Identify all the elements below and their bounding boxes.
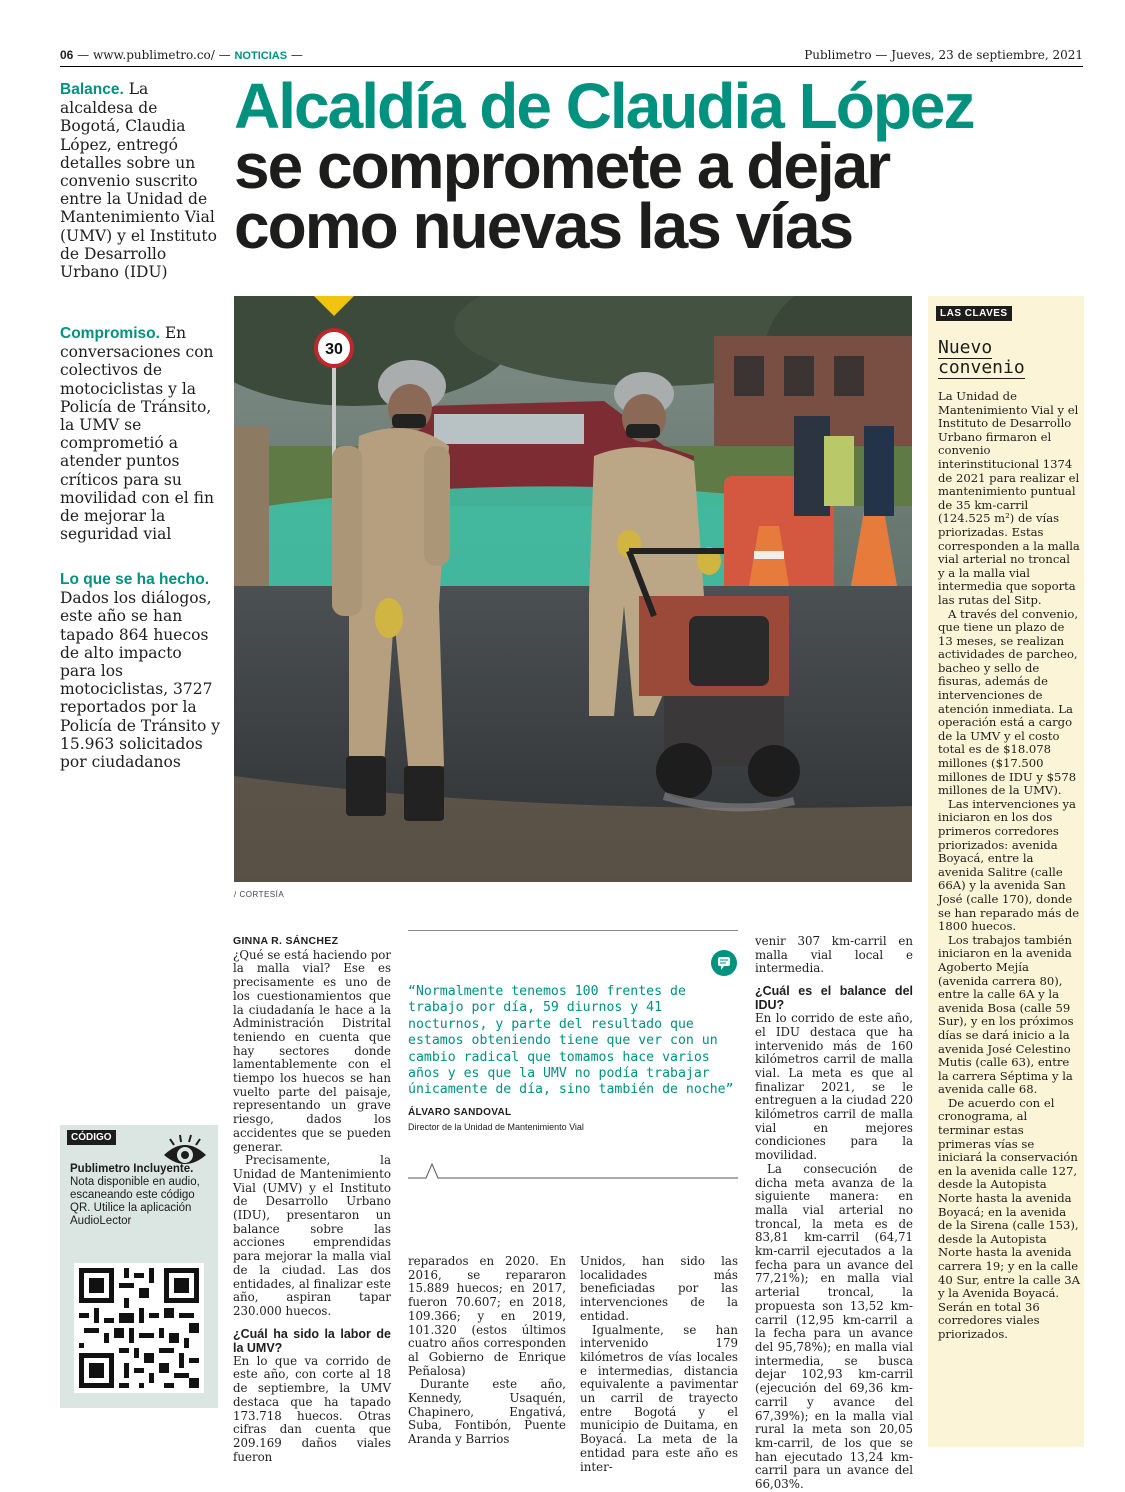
page-number: 06 <box>60 48 74 62</box>
note-compromiso <box>60 324 220 543</box>
note-keyword: Balance. <box>60 81 124 98</box>
sidebar-body <box>938 390 1080 1342</box>
comment-bubble-icon <box>711 950 737 976</box>
note-text: Dados los diálogos, este año se han tapado 864 huecos de alto impacto para los motociclistas, 3727 reportados por la Policía de Tránsito y 15.963 solicitados por ciudadanos <box>60 589 221 772</box>
quote-bottom-rule <box>408 1160 738 1184</box>
code-text: Nota disponible en audio, escaneando este código QR. Utilice la aplicación AudioLector <box>70 1176 200 1227</box>
qr-code[interactable] <box>74 1263 204 1393</box>
sidebar-title <box>938 338 1078 378</box>
quote-top-rule <box>408 930 738 931</box>
code-description <box>70 1163 210 1228</box>
headline-line-1: Alcaldía de Claudia López <box>234 70 974 142</box>
headline <box>234 70 1094 262</box>
sidebar-paragraph: Las intervenciones ya iniciaron en los dos primeros corredores priorizados: avenida Boyacá, entre la avenida Salitre (calle 66A) y la avenida San José (calle 170), donde se han reparado más de 1800 huecos. <box>938 796 1080 934</box>
article-column-3 <box>580 1255 738 1474</box>
note-text: La alcaldesa de Bogotá, Claudia López, entregó detalles sobre un convenio suscrito entre la Unidad de Mantenimiento Vial (UMV) y el Instituto de Desarrollo Urbano (IDU) <box>60 80 217 282</box>
article-paragraph: La consecución de dicha meta avanza de la siguiente manera: en malla vial arterial no troncal, la meta es de 83,81 km-carril (64,71 km-carril ejecutados a la fecha para un avance del 77,21%); en malla vial arterial troncal, la propuesta son 13,52 km-carril (12,95 km-carril a la fecha para un avance del 95,78%); en malla vial intermedia, se busca dejar 102,93 km-carril (ejecución del 69,36 km-carril y avance del 67,39%); en la malla vial rural la meta son 20,05 km-carril, de los que se han ejecutado 13,24 km-carril para un avance del 66,03%. <box>755 1161 913 1492</box>
article-paragraph: Precisamente, la Unidad de Mantenimiento Vial (UMV) y el Instituto de Desarrollo Urbano (IDU), presentaron un balance sobre las acciones emprendidas para mejorar la malla vial de la ciudad. Las dos entidades, al finalizar este año, aspiran tapar 230.000 huecos. <box>233 1153 391 1318</box>
workers-illustration <box>234 296 912 882</box>
article-column-4 <box>755 935 913 1492</box>
article-column-1 <box>233 935 391 1464</box>
sidebar-title-text: Nuevo convenio <box>938 337 1025 378</box>
article-subheading: ¿Cuál es el balance del IDU? <box>755 984 913 1013</box>
section-label: NOTICIAS <box>234 50 288 62</box>
sidebar-paragraph: A través del convenio, que tiene un plazo de 13 meses, se realizan actividades de parcheo, bacheo y sello de fisuras, además de intervenciones de atención inmediata. La operación está a cargo de la UMV y el costo total es de $18.078 millones ($17.500 millones de IDU y $578 millones de la UMV). <box>938 606 1079 798</box>
article-column-2 <box>408 1255 566 1447</box>
headline-line-3: como nuevas las vías <box>234 190 853 262</box>
main-photo <box>234 296 912 882</box>
headline-line-2: se compromete a dejar <box>234 130 890 202</box>
article-paragraph: venir 307 km-carril en malla vial local e intermedia. <box>755 934 913 976</box>
header-divider <box>60 66 1083 67</box>
sidebar-tag: LAS CLAVES <box>936 306 1012 321</box>
note-keyword: Compromiso. <box>60 325 160 342</box>
photo-credit: / CORTESÍA <box>234 890 285 899</box>
article-paragraph: Unidos, han sido las localidades más beneficiadas por las intervenciones de la entidad. <box>580 1254 738 1323</box>
sidebar-paragraph: La Unidad de Mantenimiento Vial y el Instituto de Desarrollo Urbano firmaron el convenio interinstitucional 1374 de 2021 para realizar el mantenimiento puntual de 35 km-carril (124.525 m²) de vías priorizadas. Estas corresponden a la malla vial arterial no troncal y a la malla vial intermedia que soporta las rutas del Sitp. <box>938 389 1080 607</box>
note-lo-que-se-ha-hecho <box>60 570 220 771</box>
article-paragraph: En lo corrido de este año, el IDU destaca que ha intervenido más de 160 kilómetros carril de malla vial. La meta es que al finalizar 2021, se le entreguen a la ciudad 220 kilómetros carril de malla vial en mejores condiciones para la movilidad. <box>755 1011 913 1163</box>
note-balance <box>60 80 220 281</box>
quote-author: ÁLVARO SANDOVAL <box>408 1107 512 1118</box>
article-paragraph: Igualmente, se han intervenido 179 kilómetros de vías locales e intermedias, distancia equivalente a pavimentar un carril de trayecto entre Bogotá y el municipio de Duitama, en Boyacá. La meta de la entidad para este año es inter- <box>580 1322 738 1474</box>
quote-author-role: Director de la Unidad de Mantenimiento Vial <box>408 1122 584 1132</box>
article-paragraph: reparados en 2020. En 2016, se repararon 15.889 huecos; en 2017, fueron 70.607; en 2018, 109.366; y en 2019, 101.320 (estos últimos cuatro años corresponden al Gobierno de Enrique Peñalosa) <box>408 1254 566 1378</box>
sidebar-paragraph: Los trabajos también iniciaron en la avenida Agoberto Mejía (avenida carrera 80), entre la calle 6A y la avenida Bosa (calle 59 Sur), y en los próximos días se dará inicio a la avenida José Celestino Mutis (calle 63), entre la carrera Séptima y la avenida calle 68. <box>938 932 1074 1097</box>
audio-code-box <box>60 1125 218 1408</box>
speed-sign-text: 30 <box>325 341 343 358</box>
note-keyword: Lo que se ha hecho. <box>60 571 209 588</box>
byline: GINNA R. SÁNCHEZ <box>233 935 339 947</box>
sidebar-paragraph: De acuerdo con el cronograma, al terminar estas primeras vías se iniciará la conservación en la avenida calle 127, desde la Autopista Norte hasta la avenida Boyacá; en la avenida de la Sirena (calle 153), desde la Autopista Norte hasta la avenida carrera 19; y en la calle 40 Sur, entre la calle 3A y la Avenida Boyacá. Serán en total 36 corredores viales priorizados. <box>938 1095 1080 1341</box>
note-text: En conversaciones con colectivos de motociclistas y la Policía de Tránsito, la UMV se comprometió a atender puntos críticos para su movilidad con el fin de mejorar la seguridad vial <box>60 324 214 544</box>
page-header-date: Publimetro — Jueves, 23 de septiembre, 2021 <box>804 48 1083 62</box>
site-link[interactable]: www.publimetro.co/ <box>93 48 215 62</box>
code-title: Publimetro Incluyente. <box>70 1163 194 1175</box>
page-header-left: 06 — www.publimetro.co/ — NOTICIAS — <box>60 48 303 62</box>
code-tag: CÓDIGO <box>67 1130 116 1145</box>
article-paragraph: En lo que va corrido de este año, con corte al 18 de septiembre, la UMV destaca que ha tapado 173.718 huecos. Otras cifras dan cuenta que 209.169 daños viales fueron <box>233 1353 391 1464</box>
article-subheading: ¿Cuál ha sido la labor de la UMV? <box>233 1326 391 1355</box>
article-paragraph: ¿Qué se está haciendo por la malla vial? Ese es precisamente es uno de los cuestionamientos que la ciudadanía le hace a la Administración Distrital teniendo en cuenta que hay sectores donde lamentablemente con el tiempo los huecos se han vuelto parte del paisaje, representando un grave riesgo, dados los accidentes que se pueden generar. <box>233 947 391 1154</box>
las-claves-sidebar <box>928 296 1084 1447</box>
article-paragraph: Durante este año, Kennedy, Usaquén, Chapinero, Engativá, Suba, Fontibón, Puente Aranda y Barrios <box>408 1377 566 1447</box>
pull-quote: “Normalmente tenemos 100 frentes de trabajo por día, 59 diurnos y 41 nocturnos, y parte del resultado que estamos obteniendo tiene que ver con un cambio radical que tomamos hace varios años y es que la UMV no podía trabajar únicamente de día, sino también de noche” <box>408 984 734 1098</box>
